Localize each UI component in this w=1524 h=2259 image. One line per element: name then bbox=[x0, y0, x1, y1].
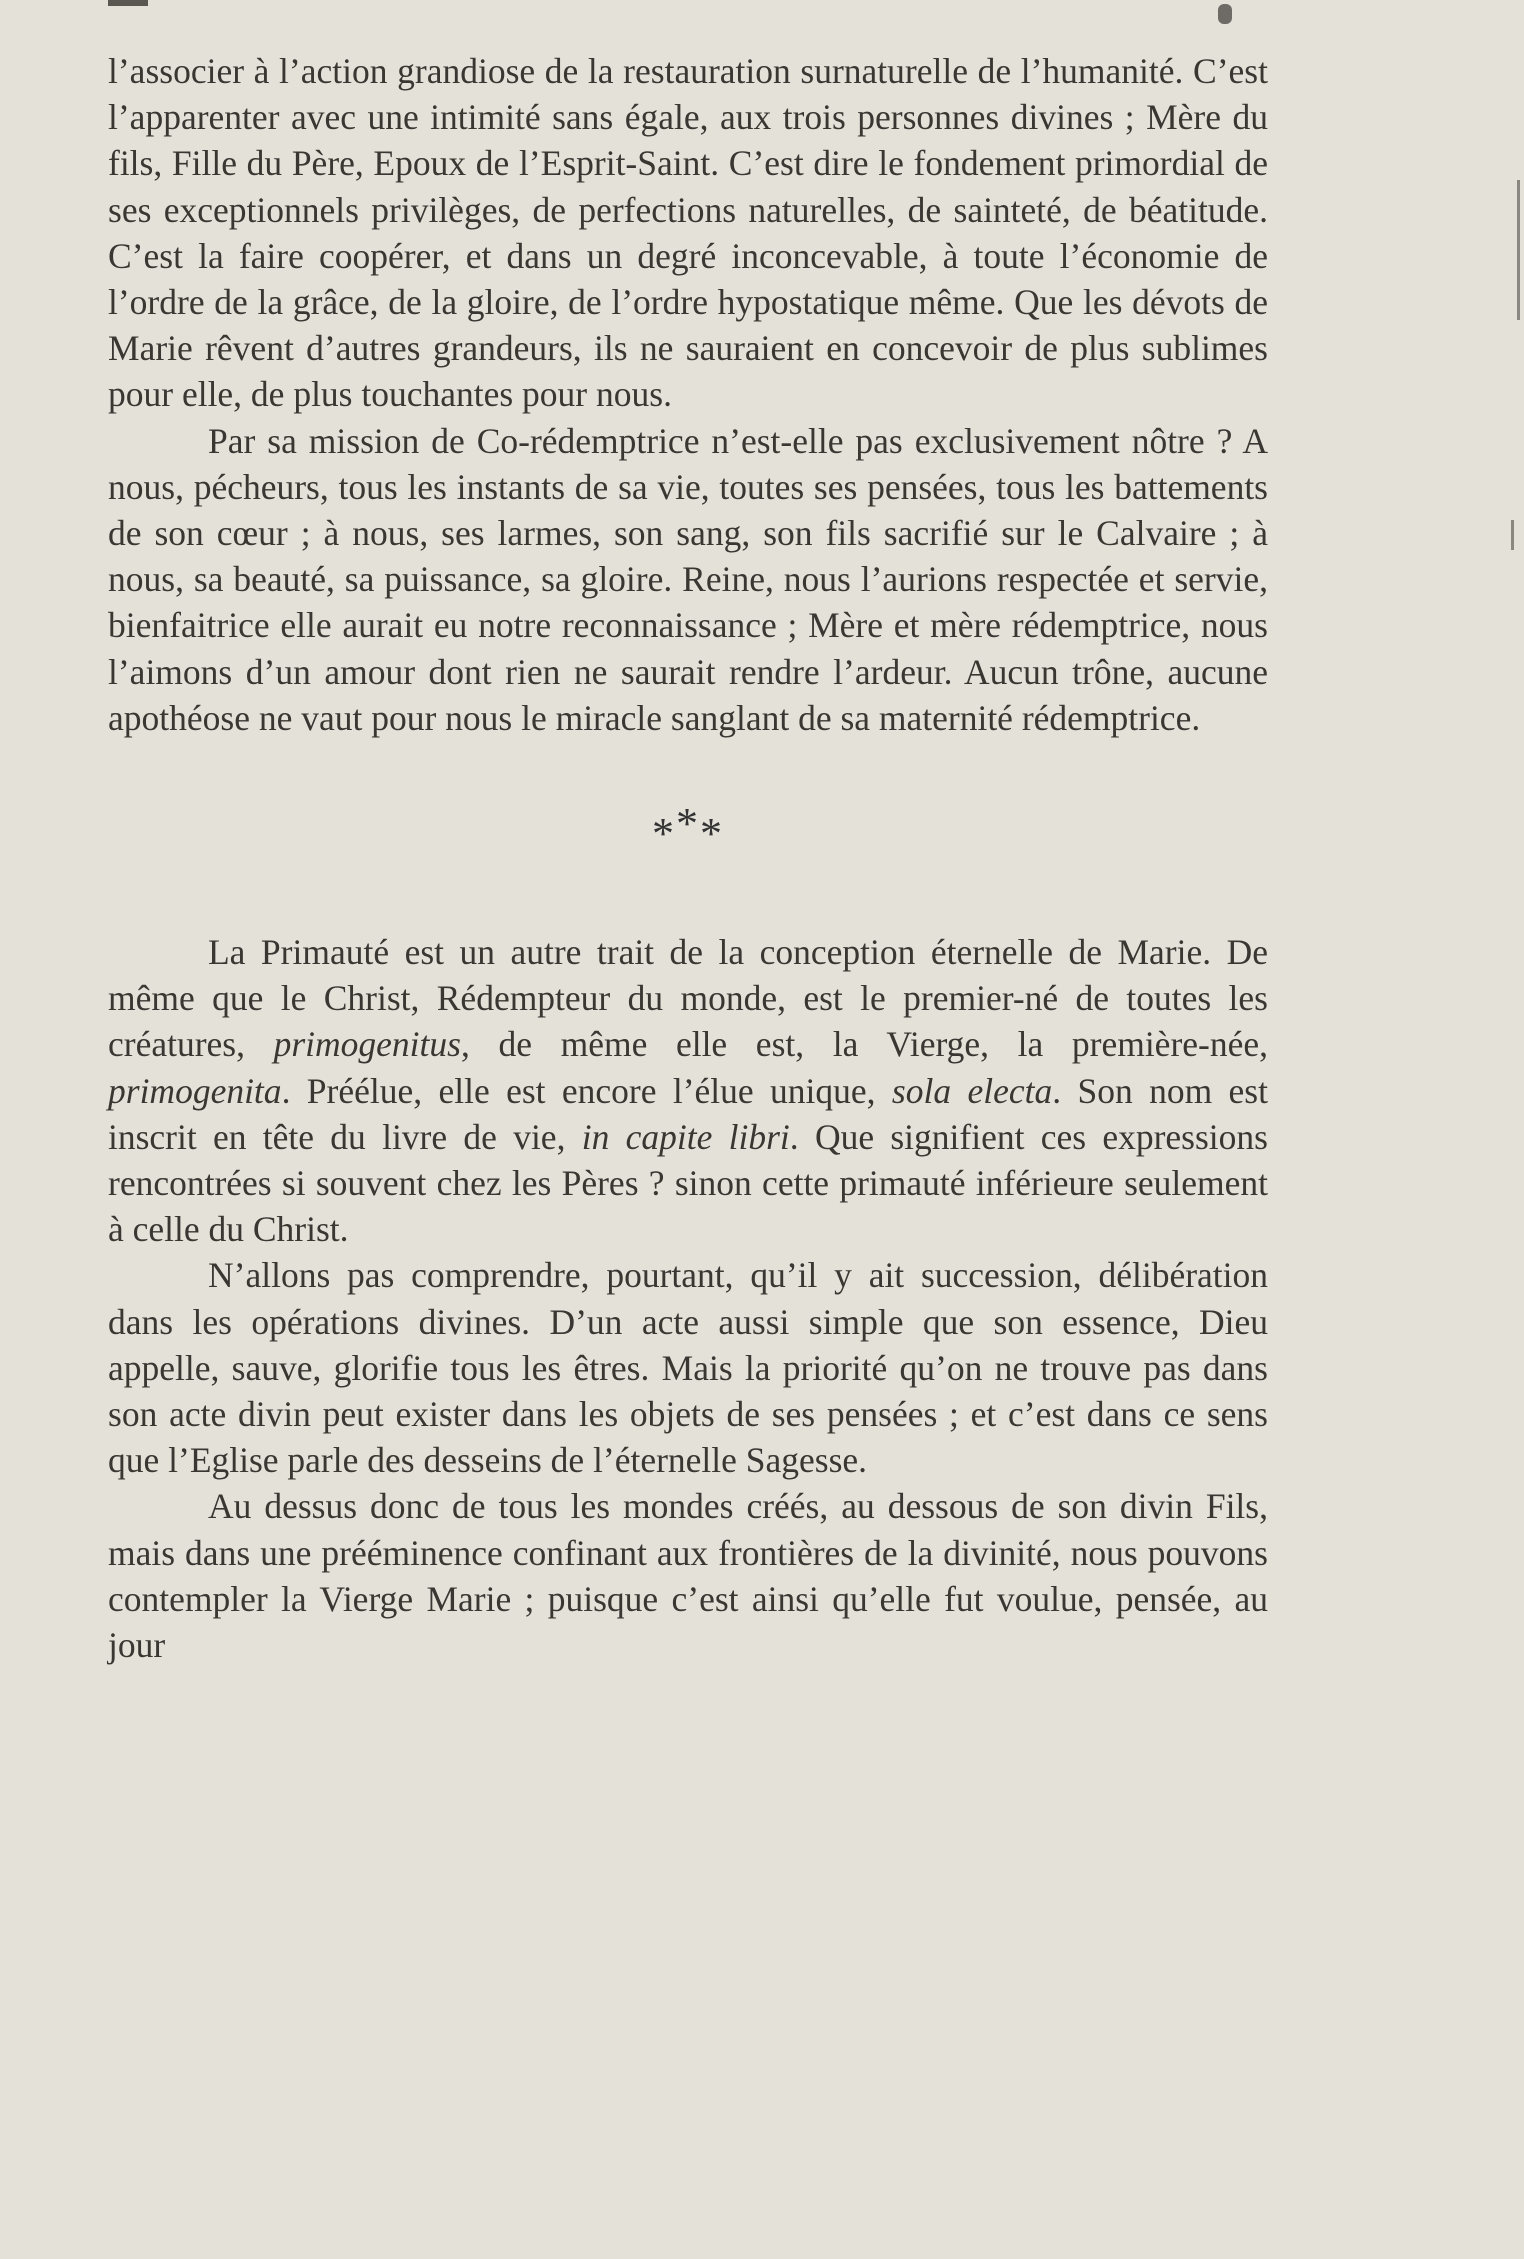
text-run: . Préélue, elle est encore l’élue unique, bbox=[281, 1070, 892, 1111]
print-mark-top bbox=[108, 0, 148, 6]
asterisk-right: * bbox=[700, 809, 724, 859]
latin-term: sola electa bbox=[891, 1070, 1053, 1111]
book-page bbox=[108, 48, 1268, 1668]
latin-term: primogenita bbox=[108, 1070, 282, 1111]
text-run: . Que signifient ces expressions rencontrées si souvent chez les Pères ? sinon cette primauté inférieure seulement à celle du Christ. bbox=[108, 1116, 1268, 1250]
page-edge-mark-lower bbox=[1511, 520, 1514, 550]
paragraph-continuation: l’associer à l’action grandiose de la restauration surnaturelle de l’humanité. C’est l’apparenter avec une intimité sans égale, aux trois personnes divines ; Mère du fils, Fille du Père, Epoux de l’Esprit-Saint. C’est dire le fondement primordial de ses exceptionnels privilèges, de perfections naturelles, de sainteté, de béatitude. C’est la faire coopérer, et dans un degré inconcevable, à toute l’économie de l’ordre de la grâce, de la gloire, de l’ordre hypostatique même. Que les dévots de Marie rêvent d’autres grandeurs, ils ne sauraient en concevoir de plus sublimes pour elle, de plus touchantes pour nous. bbox=[108, 51, 1268, 415]
text-run: . Son nom est inscrit en tête du livre de vie, bbox=[108, 1070, 1268, 1157]
paragraph-au-dessus: Au dessus donc de tous les mondes créés, au dessous de son divin Fils, mais dans une prééminence confinant aux frontières de la divinité, nous pouvons contempler la Vierge Marie ; puisque c’est ainsi qu’elle fut voulue, pensée, au jour bbox=[108, 1486, 1268, 1666]
text-run: La Primauté est un autre trait de la conception éternelle de Marie. De même que le Christ, Rédempteur du monde, est le premier-né de toutes les créatures, bbox=[108, 932, 1268, 1065]
latin-term: in capite libri bbox=[581, 1116, 790, 1157]
paragraph-primaute bbox=[108, 929, 1268, 1252]
ink-blot bbox=[1218, 4, 1232, 24]
latin-term: primogenitus bbox=[273, 1024, 461, 1065]
text-run: , de même elle est, la Vierge, la première-née, bbox=[460, 1024, 1268, 1065]
paragraph-operations-divines: N’allons pas comprendre, pourtant, qu’il y ait succession, délibération dans les opérations divines. D’un acte aussi simple que son essence, Dieu appelle, sauve, glorifie tous les êtres. Mais la priorité qu’on ne trouve pas dans son acte divin peut exister dans les objets de ses pensées ; et c’est dans ce sens que l’Eglise parle des desseins de l’éternelle Sagesse. bbox=[108, 1255, 1268, 1481]
asterisk-middle: * bbox=[676, 799, 700, 849]
page-edge-mark bbox=[1517, 180, 1520, 320]
paragraph-co-redemptrice: Par sa mission de Co-rédemptrice n’est-elle pas exclusivement nôtre ? A nous, pécheurs, tous les instants de sa vie, toutes ses pensées, tous les battements de son cœur ; à nous, ses larmes, son sang, son fils sacrifié sur le Calvaire ; à nous, sa beauté, sa puissance, sa gloire. Reine, nous l’aurions respectée et servie, bienfaitrice elle aurait eu notre reconnaissance ; Mère et mère rédemptrice, nous l’aimons d’un amour dont rien ne saurait rendre l’ardeur. Aucun trône, aucune apothéose ne vaut pour nous le miracle sanglant de sa maternité rédemptrice. bbox=[108, 420, 1268, 738]
asterisk-left: * bbox=[652, 809, 676, 859]
section-divider-asterism bbox=[108, 799, 1268, 859]
